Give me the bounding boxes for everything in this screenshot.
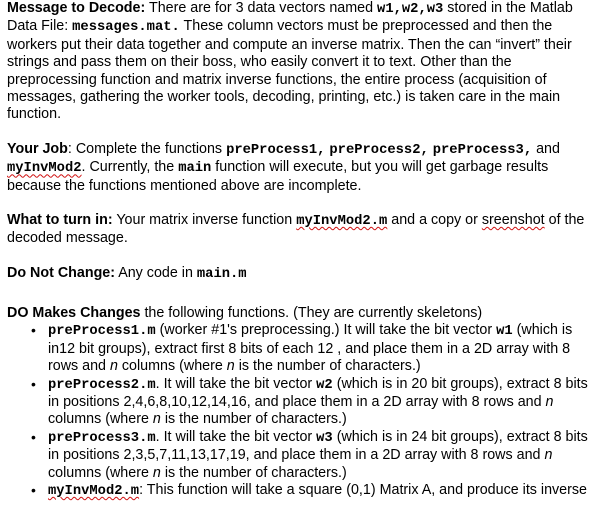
function-name: preProcess3.m bbox=[48, 430, 156, 446]
text: and a copy or bbox=[387, 212, 482, 228]
message-to-decode-paragraph bbox=[7, 0, 595, 124]
text: Your matrix inverse function bbox=[112, 212, 297, 228]
text: These column vectors must be preprocessed and then the workers put their data together and compute an inverse matrix. Then the can “invert” their strings and pass them on their boss, who easily convert it to text. Other than the preprocessing function and matrix inverse functions, the entire process (acquisition of messages, gathering the worker tools, decoding, printing, etc.) is taken care in the main function. bbox=[7, 18, 572, 123]
function-list bbox=[7, 322, 595, 500]
list-item-preprocess3 bbox=[7, 429, 595, 482]
bullet-icon: • bbox=[31, 322, 36, 339]
do-not-change-paragraph bbox=[7, 265, 595, 283]
text: (which is in12 bit groups), extract first 8 bits of each 12 , and place them in a 2D array with 8 rows and bbox=[48, 322, 573, 375]
do-make-changes-heading: DO Makes Changes bbox=[7, 305, 141, 321]
italic-n: n bbox=[544, 447, 553, 464]
text: stored in the Matlab Data File: bbox=[7, 0, 573, 35]
text: : Complete the functions bbox=[67, 141, 227, 157]
message-to-decode-heading: Message to Decode: bbox=[7, 0, 146, 16]
text: function will execute, but you will get garbage results because the functions mentioned above are incomplete. bbox=[7, 159, 549, 194]
text: (worker #1's preprocessing.) It will take the bit vector bbox=[155, 322, 497, 339]
function-preprocess2: preProcess2, bbox=[329, 143, 429, 158]
italic-n: n bbox=[152, 411, 161, 428]
text: . It will take the bit vector bbox=[155, 428, 317, 445]
vector-name: w3 bbox=[316, 430, 333, 446]
text: : This function will take a square (0,1) Matrix A, and produce its inverse bbox=[139, 482, 587, 499]
text: columns (where bbox=[48, 464, 153, 481]
vector-name: w1 bbox=[496, 324, 513, 340]
text: columns (where bbox=[117, 358, 227, 375]
vector-name: w2 bbox=[316, 377, 333, 393]
text: is the number of characters.) bbox=[160, 464, 347, 481]
bullet-icon: • bbox=[31, 482, 36, 499]
what-to-turn-in-heading: What to turn in: bbox=[7, 212, 113, 228]
misspelled-word: sreenshot bbox=[481, 212, 545, 228]
function-name: preProcess2.m bbox=[48, 377, 156, 393]
text: of the decoded message. bbox=[7, 212, 585, 247]
what-to-turn-in-paragraph bbox=[7, 212, 595, 248]
main-function-name: main bbox=[178, 161, 212, 177]
text: Any code in bbox=[115, 265, 197, 281]
do-make-changes-section bbox=[7, 305, 595, 500]
text: (which is in 20 bit groups), extract 8 bits in positions 2,4,6,8,10,12,14,16, and place them in a 2D array with 8 rows and bbox=[48, 375, 588, 411]
function-name: preProcess1.m bbox=[48, 324, 156, 340]
text: (which is in 24 bit groups), extract 8 bits in positions 2,3,5,7,11,13,17,19, and place them in a 2D array with 8 rows and bbox=[48, 428, 588, 464]
italic-n: n bbox=[545, 394, 554, 411]
bullet-icon: • bbox=[31, 428, 36, 445]
vector-names: w1,w2,w3 bbox=[377, 2, 444, 17]
list-item-preprocess1 bbox=[7, 322, 595, 375]
main-file-name: main.m bbox=[196, 267, 247, 282]
text: There are for 3 data vectors named bbox=[145, 0, 378, 16]
do-make-changes-intro bbox=[7, 305, 595, 322]
function-myinvmod2: myInvMod2 bbox=[7, 161, 82, 177]
list-item-preprocess2 bbox=[7, 376, 595, 429]
text: the following functions. (They are currently skeletons) bbox=[140, 305, 483, 321]
data-file-name: messages.mat. bbox=[72, 20, 180, 36]
bullet-icon: • bbox=[31, 375, 36, 392]
list-item-myinvmod2 bbox=[7, 482, 595, 500]
text: . Currently, the bbox=[81, 159, 179, 176]
italic-n: n bbox=[109, 358, 118, 375]
turn-in-file-name: myInvMod2.m bbox=[296, 214, 388, 229]
function-preprocess1: preProcess1, bbox=[226, 143, 326, 158]
italic-n: n bbox=[226, 358, 235, 375]
text: columns (where bbox=[48, 411, 153, 428]
your-job-paragraph bbox=[7, 141, 595, 195]
text: and bbox=[532, 141, 560, 157]
text: is the number of characters.) bbox=[160, 411, 347, 428]
do-not-change-heading: Do Not Change: bbox=[7, 265, 116, 281]
italic-n: n bbox=[152, 464, 161, 481]
text: . It will take the bit vector bbox=[155, 375, 317, 392]
function-preprocess3: preProcess3, bbox=[432, 143, 533, 158]
your-job-heading: Your Job bbox=[7, 141, 68, 157]
text: is the number of characters.) bbox=[234, 358, 421, 375]
function-name: myInvMod2.m bbox=[48, 484, 140, 500]
